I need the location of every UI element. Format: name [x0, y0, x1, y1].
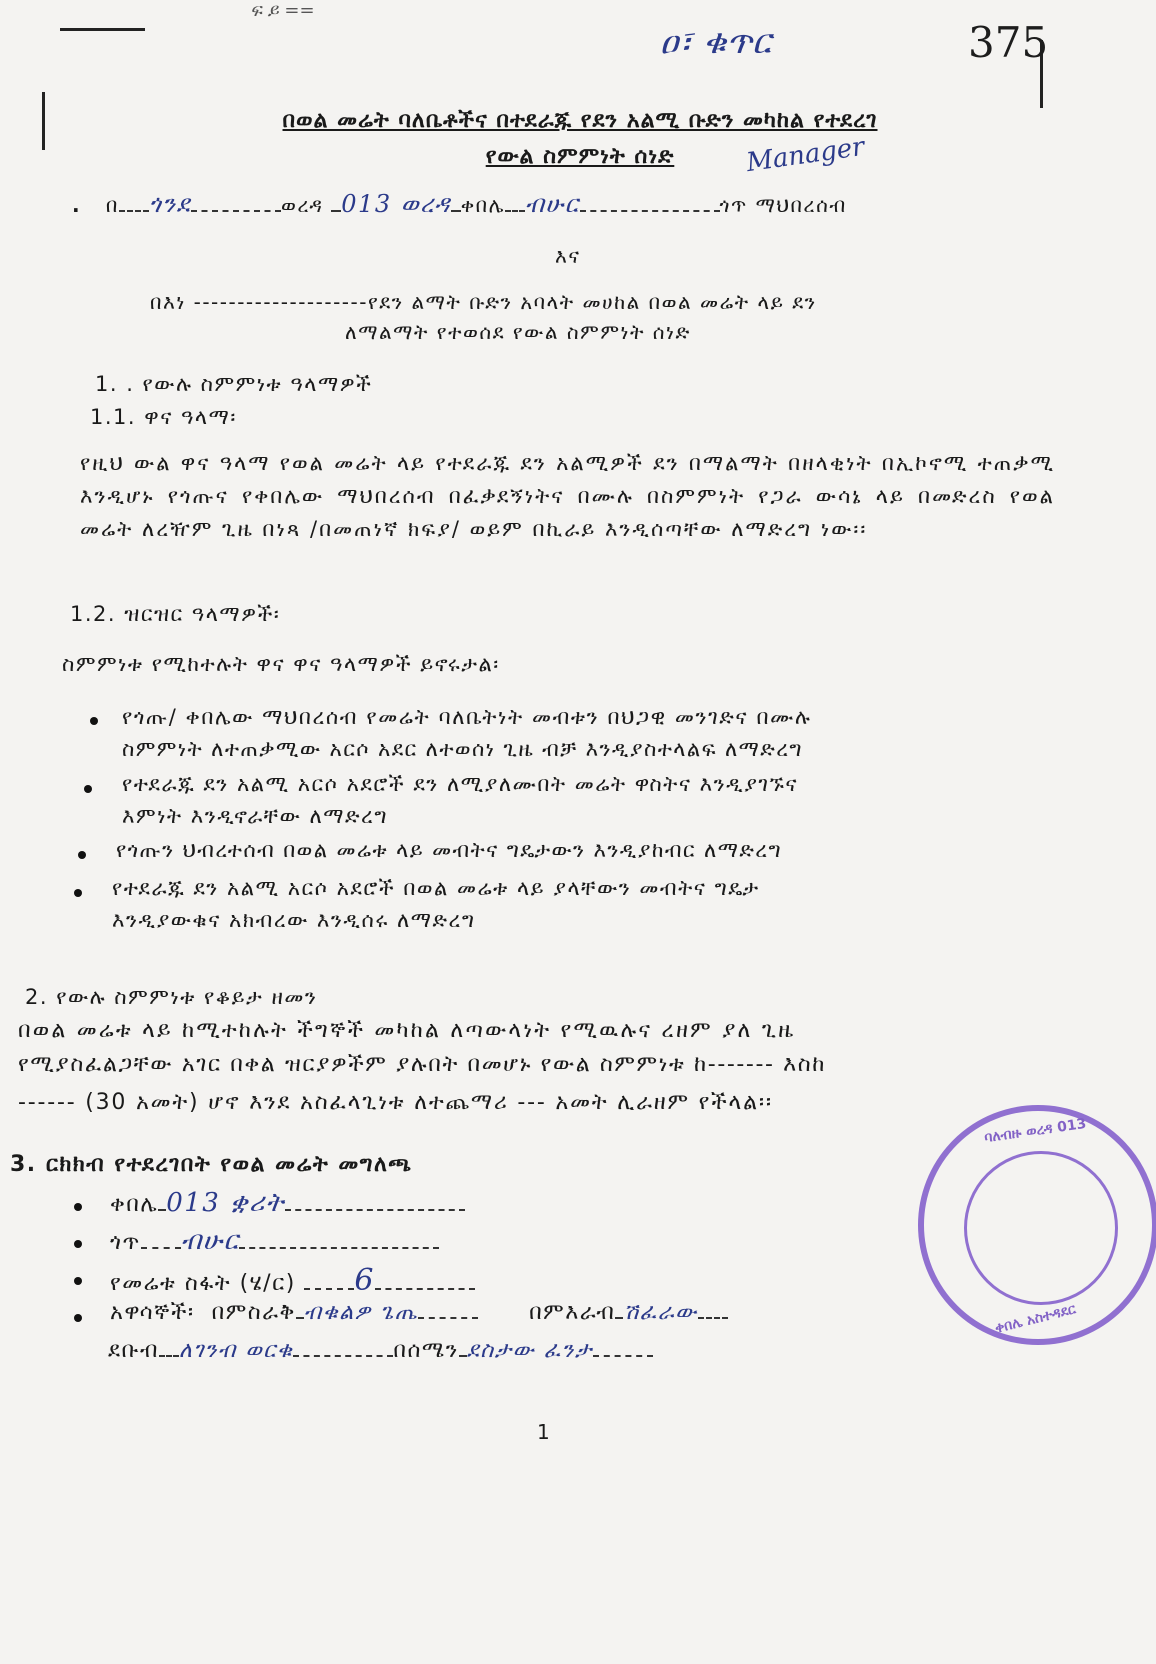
page-number: 1	[537, 1420, 552, 1444]
land-area-value: 6	[354, 1263, 375, 1298]
section1-2-intro: ስምምነቱ የሚከተሉት ዋና ዋና ዓላማዎች ይኖሩታል፡	[62, 652, 500, 676]
section2-line1: በወል መሬቱ ላይ ከሚተከሉት ችግኞች መካከል ለጣውላነት የሚዉሉና ረዘም ያለ ጊዜ	[18, 1018, 796, 1043]
section2-line3: ------ (30 አመት) ሆኖ እንደ አስፈላጊነቱ ለተጨማሪ --- አመት ሊራዘም የችላል፡፡	[18, 1090, 773, 1115]
stamp-inner-ring	[964, 1151, 1118, 1305]
got-label: ጎጥ ማህበረሰብ	[719, 193, 847, 217]
land-kebele-label: ቀበሌ	[110, 1192, 159, 1217]
land-got-row	[110, 1226, 439, 1257]
section1-2-heading: 1.2. ዝርዝር ዓላማዎች፡	[70, 602, 281, 626]
objective-1-line1: የጎጡ/ ቀበሌው ማህበረሰብ የመሬት ባለቤትነት መብቱን በህጋዊ መንገድና በሙሉ	[122, 705, 812, 729]
manager-note: Manager	[744, 131, 867, 179]
land-border-row	[110, 1300, 728, 1325]
annotation-top-left: ፍ ይ ==	[250, 0, 315, 21]
margin-mark-top	[60, 28, 145, 31]
bullet-dot	[74, 1314, 82, 1322]
objective-2-line2: እምነት እንዲኖራቸው ለማድረግ	[122, 804, 388, 828]
west-value: ሽፈራው	[623, 1300, 698, 1325]
objective-1-line2: ስምምነት ለተጠቃሚው አርሶ አደር ለተወሰነ ጊዜ ብቻ እንዲያስተላልፍ ለማድረግ	[122, 737, 803, 761]
address-line	[72, 190, 847, 218]
land-area-label: የመሬቱ ስፋት (ሄ/ር)	[110, 1271, 296, 1296]
margin-mark-left	[42, 92, 45, 150]
kebele-value: ብሁር	[524, 190, 580, 218]
north-value: ደስታው ፈንታ	[466, 1338, 593, 1363]
woreda-label: ወረዳ	[281, 193, 324, 217]
bullet-dot	[84, 785, 92, 793]
stamp-top-text: ባለብዙ ወረዳ 013	[983, 1115, 1088, 1147]
bullet-dot	[74, 889, 82, 897]
section1-1-text: የዚህ ውል ዋና ዓላማ የወል መሬት ላይ የተደራጁ ደን አልሚዎች ደን በማልማት በዘላቂነት በኢኮኖሚ ተጠቃሚ እንዲሆኑ የጎጡና የቀበሌው ማህበረሰብ በፈቃደኝነትና በሙሉ በስምምነት የጋራ ውሳኔ ላይ በመድረስ የወል መሬት ለረዥም ጊዜ በነጻ /በመጠነኛ ክፍያ/ ወይም በኪራይ እንዲሰጣቸው ለማድረግ ነው፡፡	[80, 451, 1055, 541]
and-word: እና	[555, 244, 581, 268]
zone-value: ጎንደ	[148, 190, 191, 218]
section2-line2: የሚያስፈልጋቸው አገር በቀል ዝርያዎችም ያሉበት በመሆኑ የውል ስምምነቱ ከ------- እስከ	[18, 1052, 827, 1077]
document-title-line1: በወል መሬት ባለቤቶችና በተደራጁ የደን አልሚ ቡድን መካከል የተደረገ	[282, 108, 878, 133]
objective-4-line2: እንዲያውቁና አክብረው እንዲሰሩ ለማድረግ	[112, 908, 476, 932]
annotation-top-right: 375	[968, 18, 1049, 67]
east-value: ብቁልዎ ጌጤ	[303, 1300, 419, 1325]
objective-2-line1: የተደራጁ ደን አልሚ አርሶ አደሮች ደን ለሚያለሙበት መሬት ዋስትና እንዲያገኙና	[122, 772, 799, 796]
bullet-dot	[74, 1203, 82, 1211]
south-label: ደቡብ	[108, 1338, 159, 1363]
bullet-dot	[74, 1277, 82, 1285]
stamp-bottom-text: ቀበሌ አስተዳደር	[993, 1301, 1078, 1337]
section3-heading: 3. ርክክብ የተደረገበት የወል መሬት መግለጫ	[10, 1152, 413, 1177]
objective-4-line1: የተደራጁ ደን አልሚ አርሶ አደሮች በወል መሬቱ ላይ ያላቸውን መብትና ግዴታ	[112, 876, 760, 900]
border-label: አዋሳኞች፡	[110, 1300, 195, 1325]
land-got-value: ብሁር	[180, 1226, 240, 1256]
bullet-dot	[74, 1240, 82, 1248]
group-line-1: በእነ --------------------የደን ልማት ቡድን አባላት መሀከል በወል መሬት ላይ ደን	[150, 290, 817, 314]
land-area-row	[110, 1263, 475, 1298]
bullet-dot	[78, 851, 86, 859]
bullet-dot	[90, 717, 98, 725]
east-label: በምስራቅ	[211, 1300, 296, 1325]
group-line-2: ለማልማት የተወሰደ የውል ስምምነት ሰነድ	[345, 320, 691, 344]
section1-heading: 1. . የውሉ ስምምነቱ ዓላማዎች	[95, 372, 373, 396]
woreda-value: 013 ወረዳ	[341, 190, 451, 218]
document-title-line2: የውል ስምምነት ሰነድ	[485, 144, 675, 169]
kebele-label: ቀበሌ	[460, 193, 505, 217]
address-bullet: .	[72, 193, 99, 217]
west-label: በምእራብ	[529, 1300, 616, 1325]
official-stamp	[918, 1105, 1156, 1345]
land-got-label: ጎጥ	[110, 1230, 141, 1255]
south-value: ለገንብ ወርቁ	[178, 1338, 294, 1363]
land-kebele-row	[110, 1188, 465, 1219]
objective-3-line1: የጎጡን ህብረተሰብ በወል መሬቱ ላይ መብትና ግዴታውን እንዲያከብር ለማድረግ	[116, 838, 782, 862]
section2-heading: 2. የውሉ ስምምነቱ የቆይታ ዘመን	[25, 985, 318, 1009]
north-label: በሰሜን	[393, 1338, 459, 1363]
section1-1-heading: 1.1. ዋና ዓላማ፡	[90, 405, 237, 429]
annotation-top-middle: ዐ፣ ቁጥር	[660, 22, 771, 62]
land-border-row-2	[108, 1338, 653, 1363]
land-kebele-value: 013 ቋሪት	[166, 1188, 285, 1218]
address-prefix: በ	[105, 193, 119, 217]
